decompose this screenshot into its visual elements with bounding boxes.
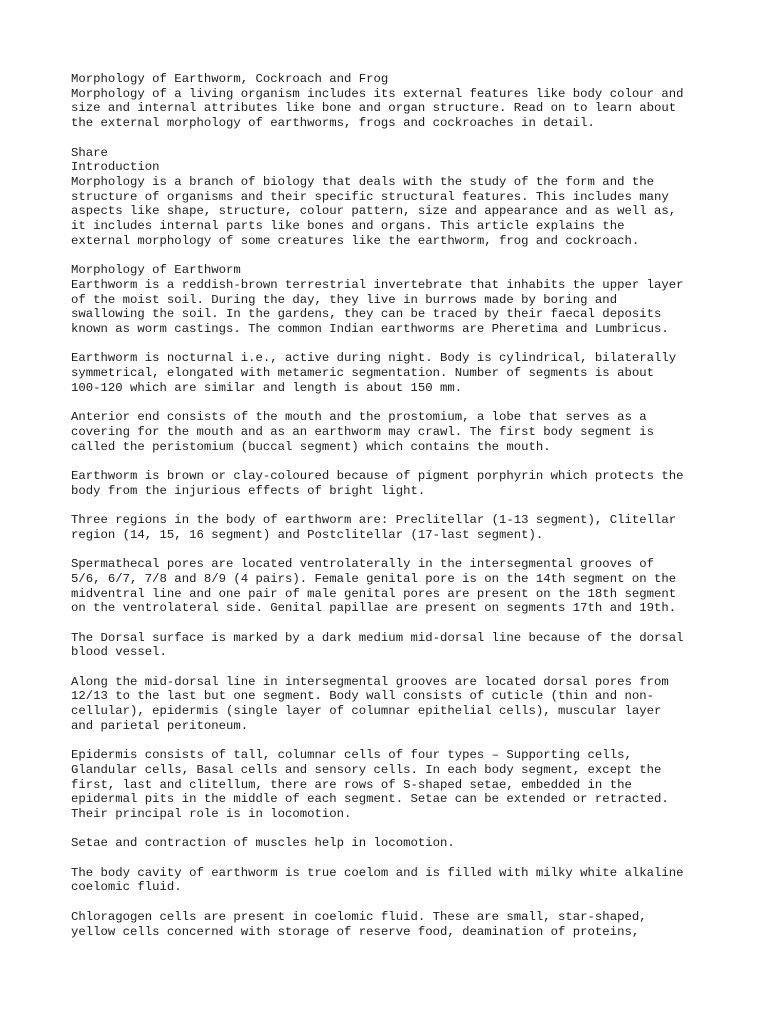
spermathecal-paragraph [71,557,731,616]
text-line: Spermathecal pores are located ventrolaterally in the intersegmental grooves of [71,557,654,572]
nocturnal-paragraph [71,351,731,395]
text-line: epidermal pits in the middle of each segment. Setae can be extended or retracted. [71,792,669,807]
text-line: on the ventrolateral side. Genital papillae are present on segments 17th and 19th. [71,601,677,616]
text-line: Chloragogen cells are present in coelomic fluid. These are small, star-shaped, [71,909,647,924]
regions-paragraph [71,513,731,542]
text-line: coelomic fluid. [71,880,182,895]
text-line: Three regions in the body of earthworm are: Preclitellar (1-13 segment), Clitellar [71,513,677,527]
colour-paragraph [71,469,731,498]
text-line: Introduction [71,160,160,175]
text-line: aspects like shape, structure, colour pattern, size and appearance and as well as, [71,204,677,219]
text-line: Morphology of Earthworm, Cockroach and Frog [71,72,389,86]
text-line: it includes internal parts like bones and organs. This article explains the [71,219,625,234]
text-line: body from the injurious effects of bright light. [71,483,426,498]
text-line: size and internal attributes like bone and organ structure. Read on to learn about [71,101,677,116]
text-line: symmetrical, elongated with metameric segmentation. Number of segments is about [71,366,654,381]
text-line: 5/6, 6/7, 7/8 and 8/9 (4 pairs). Female genital pore is on the 14th segment on the [71,571,677,586]
title-block [71,72,731,131]
text-line: Morphology of Earthworm [71,263,241,278]
text-line: known as worm castings. The common Indian earthworms are Pheretima and Lumbricus. [71,321,669,336]
text-line: first, last and clitellum, there are rows of S-shaped setae, embedded in the [71,777,632,792]
text-line: Along the mid-dorsal line in intersegmental grooves are located dorsal pores from [71,674,669,689]
chloragogen-paragraph [71,910,731,939]
text-line: structure of organisms and their specific structural features. This includes many [71,189,669,204]
earthworm-morphology-block [71,263,731,337]
introduction-block [71,146,731,249]
text-line: cellular), epidermis (single layer of columnar epithelial cells), muscular layer [71,704,662,719]
text-line: Glandular cells, Basal cells and sensory cells. In each body segment, except the [71,762,662,777]
epidermis-paragraph [71,748,731,822]
text-line: called the peristomium (buccal segment) which contains the mouth. [71,439,551,454]
text-line: Their principal role is in locomotion. [71,807,352,821]
text-line: Setae and contraction of muscles help in locomotion. [71,836,455,851]
dorsal-pores-paragraph [71,675,731,734]
text-line: yellow cells concerned with storage of reserve food, deamination of proteins, [71,924,640,939]
coelom-paragraph [71,866,731,895]
text-line: swallowing the soil. In the gardens, they can be traced by their faecal deposits [71,307,662,322]
anterior-end-paragraph [71,410,731,454]
text-line: Epidermis consists of tall, columnar cells of four types – Supporting cells, [71,748,632,763]
text-line: external morphology of some creatures like the earthworm, frog and cockroach. [71,233,640,248]
text-line: Earthworm is nocturnal i.e., active during night. Body is cylindrical, bilaterally [71,351,677,366]
text-line: Share [71,145,108,160]
text-line: Morphology is a branch of biology that deals with the study of the form and the [71,174,654,189]
text-line: midventral line and one pair of male genital pores are present on the 18th segment [71,586,677,601]
text-line: Earthworm is a reddish-brown terrestrial invertebrate that inhabits the upper layer [71,277,684,292]
text-line: and parietal peritoneum. [71,718,249,733]
dorsal-surface-paragraph [71,631,731,660]
text-line: blood vessel. [71,645,167,660]
text-line: The body cavity of earthworm is true coelom and is filled with milky white alkaline [71,865,684,880]
text-line: 100-120 which are similar and length is about 150 mm. [71,380,463,395]
text-line: of the moist soil. During the day, they live in burrows made by boring and [71,292,618,307]
text-line: Earthworm is brown or clay-coloured because of pigment porphyrin which protects the [71,468,684,483]
document-page [71,72,731,954]
text-line: The Dorsal surface is marked by a dark medium mid-dorsal line because of the dorsal [71,630,684,645]
text-line: the external morphology of earthworms, frogs and cockroaches in detail. [71,116,595,131]
text-line: covering for the mouth and as an earthworm may crawl. The first body segment is [71,424,654,439]
text-line: Anterior end consists of the mouth and the prostomium, a lobe that serves as a [71,410,647,425]
text-line: Morphology of a living organism includes its external features like body colour and [71,86,684,101]
text-line: region (14, 15, 16 segment) and Postclitellar (17-last segment). [71,527,544,542]
text-line: 12/13 to the last but one segment. Body wall consists of cuticle (thin and non- [71,689,654,704]
locomotion-paragraph [71,836,731,851]
